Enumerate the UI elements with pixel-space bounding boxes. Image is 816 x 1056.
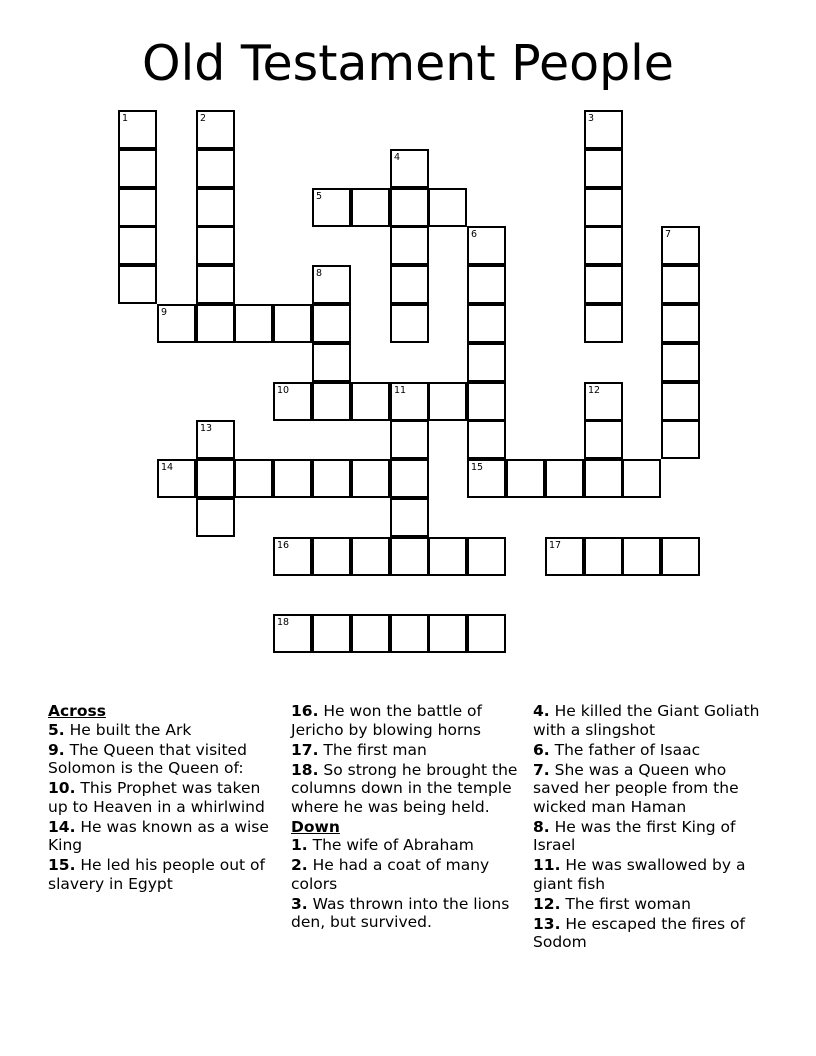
grid-cell[interactable] [157, 304, 196, 343]
clue-item-text: He led his people out of slavery in Egypt [48, 856, 265, 893]
clue-item [533, 741, 769, 760]
clue-item [291, 702, 527, 739]
clue-item-number: 15. [48, 856, 76, 874]
grid-cell[interactable] [312, 614, 351, 653]
grid-cell[interactable] [428, 382, 467, 421]
clue-item-text: Was thrown into the lions den, but survived. [291, 894, 510, 931]
grid-cell[interactable] [661, 537, 700, 576]
clue-number: 9 [161, 307, 168, 318]
page-title: Old Testament People [142, 35, 674, 92]
grid-cell[interactable] [545, 459, 584, 498]
grid-cell[interactable] [312, 343, 351, 382]
grid-cell[interactable] [390, 188, 429, 227]
clue-item [291, 856, 527, 893]
clue-number: 8 [316, 268, 323, 279]
across-clue-list [48, 721, 280, 894]
clue-item-text: So strong he brought the columns down in the temple where he was being held. [291, 760, 518, 816]
clue-number: 7 [665, 229, 672, 240]
clue-number: 10 [277, 385, 290, 396]
grid-cell[interactable] [312, 304, 351, 343]
clue-item-text: He killed the Giant Goliath with a slingshot [533, 702, 760, 739]
clue-item [48, 721, 280, 740]
clue-number: 2 [200, 113, 207, 124]
grid-cell[interactable] [467, 614, 506, 653]
grid-cell[interactable] [312, 537, 351, 576]
grid-cell[interactable] [312, 382, 351, 421]
grid-cell[interactable] [428, 537, 467, 576]
grid-cell[interactable] [390, 382, 429, 421]
grid-cell[interactable] [390, 498, 429, 537]
clue-item-number: 5. [48, 720, 65, 739]
grid-cell[interactable] [584, 304, 623, 343]
clue-item-number: 6. [533, 740, 550, 759]
grid-cell[interactable] [312, 459, 351, 498]
clues-column-2 [291, 702, 527, 933]
clue-item [533, 895, 769, 914]
clue-item-number: 11. [533, 856, 561, 874]
clue-number: 12 [588, 385, 601, 396]
grid-cell[interactable] [390, 459, 429, 498]
clue-item-text: The first woman [560, 894, 691, 913]
clue-item-number: 14. [48, 817, 76, 836]
clue-item-number: 4. [533, 702, 550, 720]
grid-cell[interactable] [196, 265, 235, 304]
clue-item-text: The Queen that visited Solomon is the Queen of: [48, 740, 247, 777]
grid-cell[interactable] [661, 304, 700, 343]
grid-cell[interactable] [428, 188, 467, 227]
grid-cell[interactable] [467, 265, 506, 304]
grid-cell[interactable] [467, 537, 506, 576]
clue-item [48, 779, 280, 816]
clue-item [533, 702, 769, 739]
clue-number: 18 [277, 617, 290, 628]
clue-item [291, 761, 527, 817]
clue-item [48, 741, 280, 778]
grid-cell[interactable] [467, 343, 506, 382]
clue-item-text: He had a coat of many colors [291, 856, 490, 893]
clue-item-number: 2. [291, 856, 308, 874]
grid-cell[interactable] [312, 188, 351, 227]
clue-item [533, 761, 769, 817]
grid-cell[interactable] [118, 226, 157, 265]
grid-cell[interactable] [351, 614, 390, 653]
down-clue-list-continued [533, 702, 769, 952]
grid-cell[interactable] [390, 149, 429, 188]
grid-cell[interactable] [390, 265, 429, 304]
grid-cell[interactable] [506, 459, 545, 498]
grid-cell[interactable] [467, 226, 506, 265]
clue-item-text: He was known as a wise King [48, 817, 269, 854]
down-heading: Down [291, 817, 340, 836]
grid-cell[interactable] [584, 459, 623, 498]
clue-item [48, 818, 280, 855]
grid-cell[interactable] [584, 420, 623, 459]
grid-cell[interactable] [622, 537, 661, 576]
grid-cell[interactable] [234, 304, 273, 343]
grid-cell[interactable] [351, 459, 390, 498]
grid-cell[interactable] [584, 226, 623, 265]
grid-cell[interactable] [118, 265, 157, 304]
clue-number: 16 [277, 540, 290, 551]
grid-cell[interactable] [273, 537, 312, 576]
clue-item-number: 10. [48, 779, 76, 797]
clue-item-number: 17. [291, 740, 319, 759]
grid-cell[interactable] [584, 537, 623, 576]
grid-cell[interactable] [661, 382, 700, 421]
grid-cell[interactable] [584, 149, 623, 188]
grid-cell[interactable] [584, 265, 623, 304]
grid-cell[interactable] [196, 188, 235, 227]
grid-cell[interactable] [584, 188, 623, 227]
grid-cell[interactable] [118, 188, 157, 227]
across-heading: Across [48, 702, 106, 720]
grid-cell[interactable] [118, 110, 157, 149]
grid-cell[interactable] [157, 459, 196, 498]
clue-number: 3 [588, 113, 595, 124]
grid-cell[interactable] [390, 614, 429, 653]
grid-cell[interactable] [196, 459, 235, 498]
clue-item [291, 895, 527, 932]
grid-cell[interactable] [467, 459, 506, 498]
grid-cell[interactable] [273, 304, 312, 343]
grid-cell[interactable] [390, 226, 429, 265]
down-clue-list [291, 836, 527, 932]
clue-number: 5 [316, 191, 323, 202]
clue-number: 6 [471, 229, 478, 240]
grid-cell[interactable] [118, 149, 157, 188]
grid-cell[interactable] [545, 537, 584, 576]
clue-item-number: 3. [291, 894, 308, 913]
grid-cell[interactable] [273, 459, 312, 498]
grid-cell[interactable] [196, 304, 235, 343]
grid-cell[interactable] [661, 226, 700, 265]
clue-item [291, 836, 527, 855]
clue-item [533, 818, 769, 855]
clue-item-text: He won the battle of Jericho by blowing horns [291, 702, 482, 739]
clue-item-text: This Prophet was taken up to Heaven in a whirlwind [48, 779, 265, 816]
grid-cell[interactable] [351, 382, 390, 421]
clue-number: 17 [549, 540, 562, 551]
clue-item-number: 13. [533, 914, 561, 933]
across-clue-list-continued [291, 702, 527, 816]
grid-cell[interactable] [312, 265, 351, 304]
clue-item-number: 1. [291, 836, 308, 854]
clue-item-number: 16. [291, 702, 319, 720]
clue-item [291, 741, 527, 760]
clue-item-text: He built the Ark [64, 720, 192, 739]
clue-item [48, 856, 280, 893]
grid-cell[interactable] [351, 188, 390, 227]
grid-cell[interactable] [584, 382, 623, 421]
clue-item-text: He escaped the fires of Sodom [533, 914, 745, 951]
grid-cell[interactable] [196, 149, 235, 188]
clue-number: 15 [471, 462, 484, 473]
grid-cell[interactable] [661, 265, 700, 304]
grid-cell[interactable] [661, 343, 700, 382]
clue-item-text: He was swallowed by a giant fish [533, 856, 746, 893]
grid-cell[interactable] [196, 110, 235, 149]
grid-cell[interactable] [234, 459, 273, 498]
grid-cell[interactable] [428, 614, 467, 653]
grid-cell[interactable] [196, 498, 235, 537]
grid-cell[interactable] [390, 420, 429, 459]
grid-cell[interactable] [622, 459, 661, 498]
clue-item-number: 9. [48, 740, 65, 759]
grid-cell[interactable] [273, 382, 312, 421]
clue-number: 11 [394, 385, 407, 396]
clue-item-text: The wife of Abraham [307, 836, 474, 854]
clue-item-number: 12. [533, 894, 561, 913]
clue-number: 1 [122, 113, 129, 124]
grid-cell[interactable] [467, 304, 506, 343]
grid-cell[interactable] [390, 537, 429, 576]
grid-cell[interactable] [467, 420, 506, 459]
grid-cell[interactable] [584, 110, 623, 149]
clue-item-text: The first man [318, 740, 427, 759]
grid-cell[interactable] [196, 226, 235, 265]
grid-cell[interactable] [467, 382, 506, 421]
grid-cell[interactable] [351, 537, 390, 576]
clues-column-3 [533, 702, 769, 953]
grid-cell[interactable] [273, 614, 312, 653]
clue-item-text: The father of Isaac [549, 740, 701, 759]
clue-item [533, 915, 769, 952]
clue-item-text: She was a Queen who saved her people from the wicked man Haman [533, 760, 739, 816]
clue-number: 13 [200, 423, 213, 434]
clues-column-1 [48, 702, 280, 895]
clue-item-number: 18. [291, 760, 319, 779]
clue-item-number: 8. [533, 817, 550, 836]
clue-item [533, 856, 769, 893]
grid-cell[interactable] [390, 304, 429, 343]
clue-number: 4 [394, 152, 401, 163]
clue-item-number: 7. [533, 760, 550, 779]
clue-item-text: He was the first King of Israel [533, 817, 736, 854]
grid-cell[interactable] [661, 420, 700, 459]
grid-cell[interactable] [196, 420, 235, 459]
clue-number: 14 [161, 462, 174, 473]
